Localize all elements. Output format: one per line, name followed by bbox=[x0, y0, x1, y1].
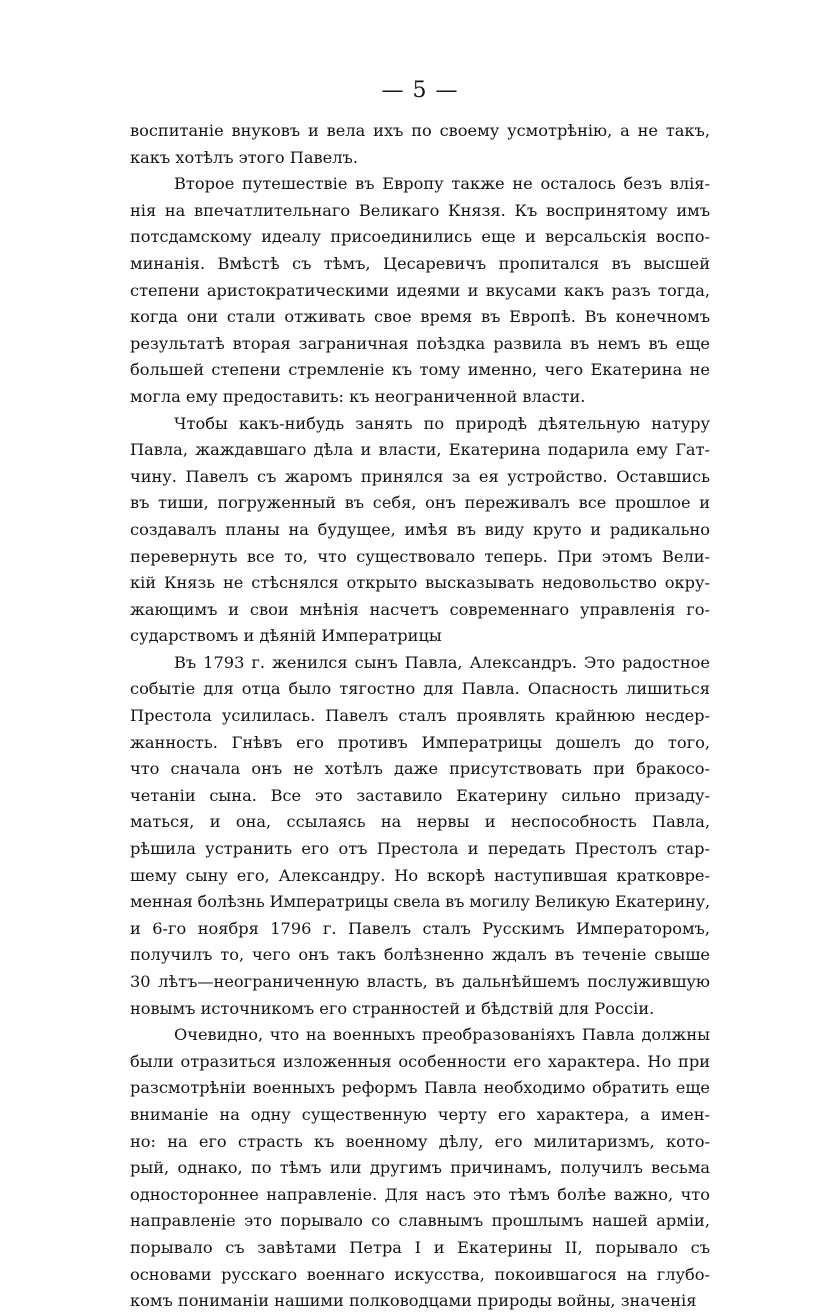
text-line: могла ему предоставить: къ неограниченной власти. bbox=[130, 386, 586, 406]
paragraph bbox=[130, 411, 710, 650]
text-line: новымъ источникомъ его странностей и бѣдствій для Россіи. bbox=[130, 998, 655, 1018]
text-line: Въ 1793 г. женился сынъ Павла, Александръ. Это радостное bbox=[174, 652, 710, 672]
paragraph bbox=[130, 650, 710, 1022]
text-line: получилъ то, чего онъ такъ болѣзненно ждалъ въ теченіе свыше bbox=[130, 945, 710, 965]
text-line: нія на впечатлительнаго Великаго Князя. Къ воспринятому имъ bbox=[130, 200, 710, 220]
text-line: порывало съ завѣтами Петра I и Екатерины II, порывало съ bbox=[130, 1237, 710, 1257]
text-line: событіе для отца было тягостно для Павла. Опасность лишиться bbox=[130, 679, 710, 699]
text-line: результатѣ вторая заграничная поѣздка развила въ немъ въ еще bbox=[130, 333, 710, 353]
text-line: кій Князь не стѣснялся открыто высказывать недовольство окру- bbox=[130, 573, 710, 593]
text-line: перевернуть все то, что существовало теперь. При этомъ Вели- bbox=[130, 546, 710, 566]
text-line: чину. Павелъ съ жаромъ принялся за ея устройство. Оставшись bbox=[130, 466, 710, 486]
paragraph bbox=[130, 1022, 710, 1315]
text-line: 30 лѣтъ—неограниченную власть, въ дальнѣйшемъ послужившую bbox=[130, 972, 710, 991]
text-line: минанія. Вмѣстѣ съ тѣмъ, Цесаревичъ пропитался въ высшей bbox=[130, 253, 710, 273]
text-line: направленіе это порывало со славнымъ прошлымъ нашей арміи, bbox=[130, 1211, 710, 1231]
text-line: были отразиться изложенныя особенности его характера. Но при bbox=[130, 1051, 710, 1071]
text-line: вниманіе на одну существенную черту его характера, а имен- bbox=[130, 1104, 710, 1124]
text-line: степени аристократическими идеями и вкусами какъ разъ тогда, bbox=[130, 280, 710, 300]
text-line: Очевидно, что на военныхъ преобразованіяхъ Павла должны bbox=[174, 1025, 710, 1045]
body-text bbox=[130, 118, 710, 1315]
paragraph bbox=[130, 171, 710, 410]
text-line: сударствомъ и дѣяній Императрицы bbox=[130, 626, 442, 646]
text-line: шему сыну его, Александру. Но вскорѣ наступившая кратковре- bbox=[130, 865, 710, 885]
text-line: рый, однако, по тѣмъ или другимъ причинамъ, получилъ весьма bbox=[130, 1158, 710, 1178]
text-line: четаніи сына. Все это заставило Екатерину сильно призаду- bbox=[130, 785, 710, 805]
text-line: жающимъ и свои мнѣнія насчетъ современнаго управленія го- bbox=[130, 599, 710, 619]
text-line: и 6-го ноября 1796 г. Павелъ сталъ Русскимъ Императоромъ, bbox=[130, 918, 710, 938]
text-line: Чтобы какъ-нибудь занять по природѣ дѣятельную натуру bbox=[174, 413, 710, 433]
text-line: комъ пониманіи нашими полководцами природы войны, значенія bbox=[130, 1291, 697, 1311]
page-number: — 5 — bbox=[381, 78, 459, 103]
text-line: менная болѣзнь Императрицы свела въ могилу Великую Екатерину, bbox=[130, 892, 710, 912]
text-line: потсдамскому идеалу присоединились еще и версальскія воспо- bbox=[130, 227, 710, 247]
text-line: основами русскаго военнаго искусства, покоившагося на глубо- bbox=[130, 1264, 710, 1284]
text-line: воспитаніе внуковъ и вела ихъ по своему усмотрѣнію, а не такъ, bbox=[130, 121, 710, 140]
text-line: маться, и она, ссылаясь на нервы и неспособность Павла, bbox=[130, 812, 710, 832]
text-line: когда они стали отживать свое время въ Европѣ. Въ конечномъ bbox=[130, 307, 710, 327]
paragraph bbox=[130, 118, 710, 171]
text-line: но: на его страсть къ военному дѣлу, его милитаризмъ, кото- bbox=[130, 1131, 710, 1151]
text-line: одностороннее направленіе. Для насъ это тѣмъ болѣе важно, что bbox=[130, 1184, 710, 1204]
text-line: жанность. Гнѣвъ его противъ Императрицы дошелъ до того, bbox=[130, 732, 710, 752]
text-line: большей степени стремленіе къ тому именно, чего Екатерина не bbox=[130, 360, 710, 380]
text-line: создавалъ планы на будущее, имѣя въ виду круто и радикально bbox=[130, 519, 710, 539]
text-line: рѣшила устранить его отъ Престола и передать Престолъ стар- bbox=[130, 839, 710, 859]
text-line: въ тиши, погруженный въ себя, онъ переживалъ все прошлое и bbox=[130, 493, 710, 513]
text-line: разсмотрѣніи военныхъ реформъ Павла необходимо обратить еще bbox=[130, 1078, 710, 1098]
text-line: Престола усилилась. Павелъ сталъ проявлять крайнюю несдер- bbox=[130, 706, 710, 726]
text-line: Павла, жаждавшаго дѣла и власти, Екатерина подарила ему Гат- bbox=[130, 440, 710, 460]
text-line: что сначала онъ не хотѣлъ даже присутствовать при бракосо- bbox=[130, 759, 710, 779]
text-line: Второе путешествіе въ Европу также не осталось безъ влія- bbox=[174, 174, 710, 194]
text-line: какъ хотѣлъ этого Павелъ. bbox=[130, 147, 358, 167]
